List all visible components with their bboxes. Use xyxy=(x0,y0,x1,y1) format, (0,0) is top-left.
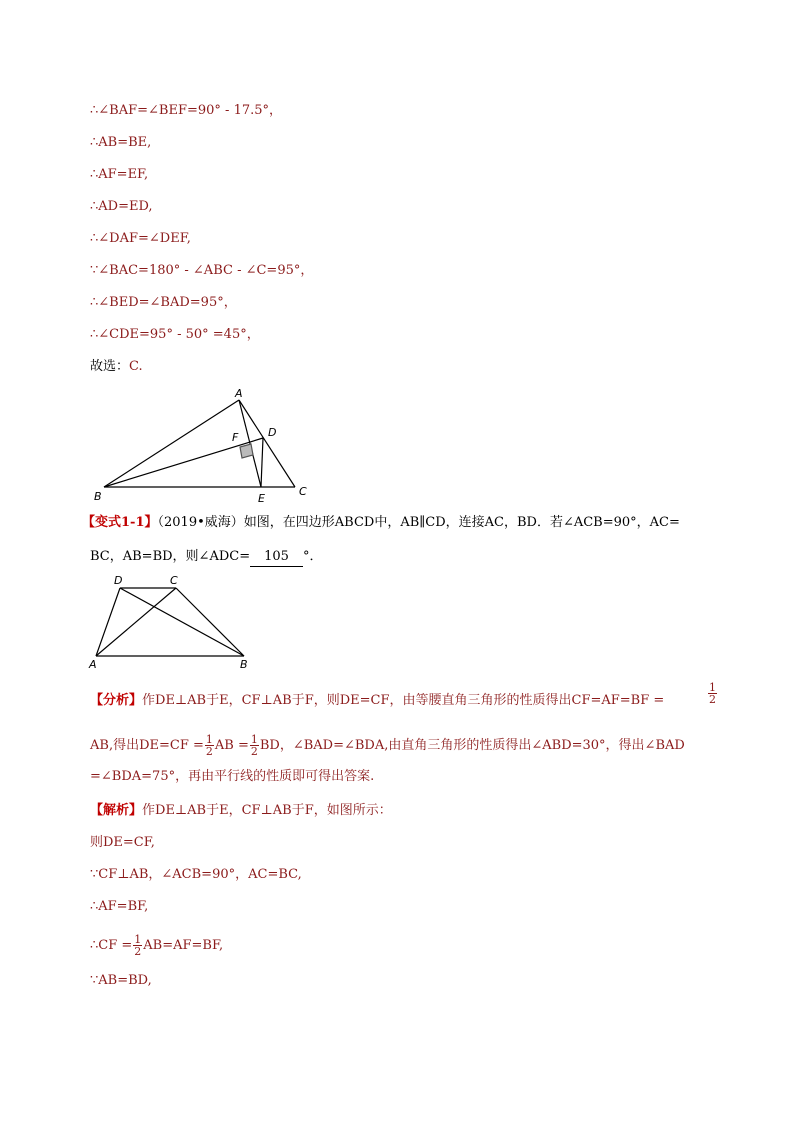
analysis-text-2c: BD，∠BAD=∠BDA,由直角三角形的性质得出∠ABD=30°，得出∠BAD xyxy=(259,738,685,753)
variant-text-2: BC，AB=BD，则∠ADC= xyxy=(90,549,251,564)
point-label-B2: B xyxy=(240,658,248,671)
answer-choice-prefix: 故选： xyxy=(90,359,130,374)
answer-choice-line xyxy=(90,358,143,376)
point-label-C: C xyxy=(299,485,307,498)
analysis-solution-text-5a: ∴CF = xyxy=(90,938,133,953)
answer-choice-value: C. xyxy=(129,359,143,374)
fraction-half-4: $\frac{1}{2}$ xyxy=(134,933,142,958)
variant-problem-line-1 xyxy=(82,514,680,532)
analysis-solution-line-1 xyxy=(90,802,392,820)
variant-text-3: °． xyxy=(302,549,323,564)
analysis-text-1: 作DE⊥AB于E，CF⊥AB于F，则DE=CF，由等腰直角三角形的性质得出CF=AF=BF = xyxy=(142,693,665,708)
variant-problem-line-2 xyxy=(90,548,322,567)
analysis-text-2a: AB,得出DE=CF = xyxy=(90,738,204,753)
fraction-half-2: $\frac{1}{2}$ xyxy=(205,733,213,758)
analysis-solution-text-5b: AB=AF=BF, xyxy=(143,938,224,953)
point-label-D2: D xyxy=(114,574,123,587)
solution-line-4: ∴AD=ED, xyxy=(90,199,153,214)
analysis-solution-line-3: ∵CF⊥AB，∠ACB=90°，AC=BC, xyxy=(90,867,302,882)
solution-line-2: ∴AB=BE, xyxy=(90,135,152,150)
fraction-half-3: $\frac{1}{2}$ xyxy=(250,733,258,758)
solution-line-6: ∵∠BAC=180° - ∠ABC - ∠C=95°， xyxy=(90,263,314,278)
point-label-A2: A xyxy=(89,658,97,671)
point-label-C2: C xyxy=(170,574,178,587)
point-label-B: B xyxy=(94,490,102,503)
point-label-E: E xyxy=(258,492,265,505)
point-label-D: D xyxy=(268,426,277,439)
variant-text-1: 如图，在四边形ABCD中，AB∥CD，连接AC，BD．若∠ACB=90°，AC= xyxy=(243,515,680,530)
point-label-A: A xyxy=(235,387,243,400)
analysis-solution-text-1: 作DE⊥AB于E，CF⊥AB于F，如图所示： xyxy=(142,803,392,818)
analysis-line-3: =∠BDA=75°，再由平行线的性质即可得出答案. xyxy=(90,769,375,784)
analysis-solution-line-4: ∴AF=BF, xyxy=(90,899,149,914)
analysis-solution-line-2: 则DE=CF, xyxy=(90,835,155,850)
solution-line-1: ∴∠BAF=∠BEF=90° - 17.5°， xyxy=(90,103,283,118)
analysis-solution-line-6: ∵AB=BD, xyxy=(90,973,152,988)
fraction-half-1: $\frac{1}{2}$ xyxy=(709,681,716,706)
analysis-line-1 xyxy=(90,692,664,710)
answer-blank: 105 xyxy=(250,548,303,567)
point-label-F: F xyxy=(232,431,239,444)
solution-line-3: ∴AF=EF, xyxy=(90,167,149,182)
solution-line-8: ∴∠CDE=95° - 50° =45°， xyxy=(90,327,260,342)
variant-tag: 【变式1-1】 xyxy=(82,515,158,530)
solution-tag: 【解析】 xyxy=(90,803,143,818)
analysis-text-2b: AB = xyxy=(214,738,249,753)
analysis-tag: 【分析】 xyxy=(90,693,143,708)
solution-line-7: ∴∠BED=∠BAD=95°， xyxy=(90,295,237,310)
solution-line-5: ∴∠DAF=∠DEF, xyxy=(90,231,191,246)
analysis-line-2 xyxy=(90,734,685,757)
variant-source: （2019•威海） xyxy=(157,515,244,530)
analysis-solution-line-5 xyxy=(90,934,223,957)
